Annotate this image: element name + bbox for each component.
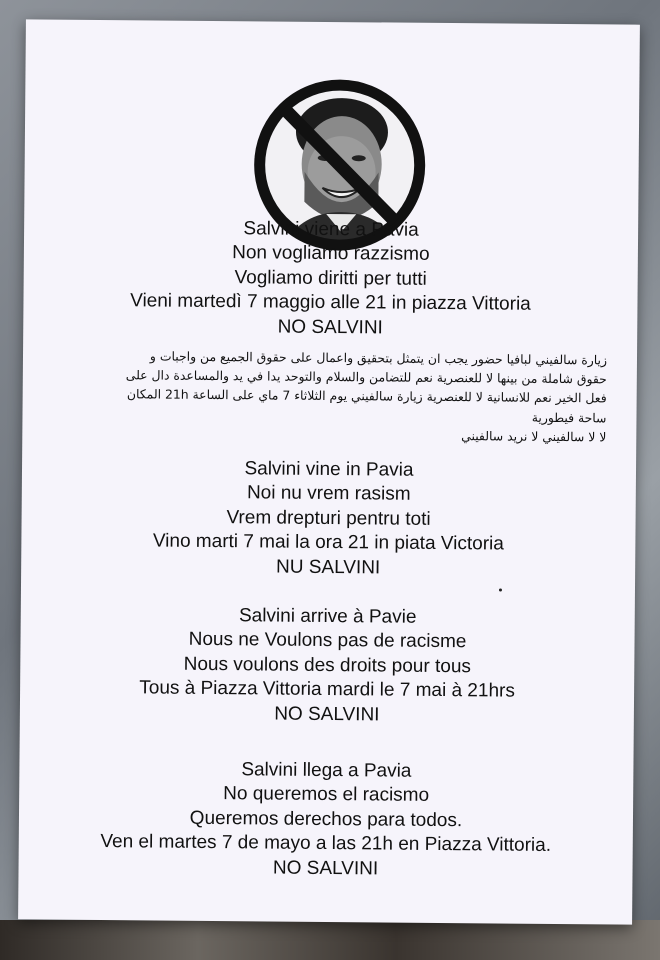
spanish-line-1: Salvini llega a Pavia xyxy=(241,759,412,782)
arabic-line-2: حقوق شاملة من بينها لا للعنصرية نعم للتضامن والسلام والتوحد يدا في يد والمساعدة دال على xyxy=(125,367,607,387)
romanian-line-3: Vrem drepturi pentru toti xyxy=(226,506,431,530)
italian-line-4: Vieni martedì 7 maggio alle 21 in piazza Vittoria xyxy=(130,290,531,315)
italian-line-2: Non vogliamo razzismo xyxy=(232,242,430,266)
romanian-line-1: Salvini vine in Pavia xyxy=(244,458,414,481)
arabic-line-1: زيارة سالفيني لبافيا حضور يجب ان يتمثل بتحقيق واعمال على حقوق الجميع من واجبات و xyxy=(149,348,608,368)
romanian-text xyxy=(21,455,636,582)
french-line-2: Nous ne Voulons pas de racisme xyxy=(188,629,467,653)
french-line-4: Tous à Piazza Vittoria mardi le 7 mai à 21hrs xyxy=(139,677,515,702)
spanish-line-2: No queremos el racismo xyxy=(223,783,430,807)
italian-line-1: Salvini viene a Pavia xyxy=(243,218,419,241)
french-line-5: NO SALVINI xyxy=(274,703,380,726)
table-surface xyxy=(0,920,660,960)
french-line-3: Nous voulons des droits pour tous xyxy=(183,653,472,678)
spanish-text xyxy=(18,756,633,883)
french-text xyxy=(20,602,635,729)
italian-line-3: Vogliamo diritti per tutti xyxy=(234,266,427,290)
spanish-line-5: NO SALVINI xyxy=(272,857,379,880)
arabic-line-5: لا لا سالفيني لا نريد سالفيني xyxy=(461,427,607,445)
italian-text xyxy=(23,215,638,342)
italian-line-5: NO SALVINI xyxy=(277,316,383,339)
arabic-line-4: ساحة فيطورية xyxy=(531,409,607,426)
arabic-text xyxy=(66,346,607,447)
arabic-line-3: فعل الخير نعم للانسانية لا للعنصرية زيارة سالفيني يوم الثلاثاء 7 ماي على الساعة 21h المكان xyxy=(126,386,607,406)
romanian-line-5: NU SALVINI xyxy=(275,556,381,579)
spanish-line-4: Ven el martes 7 de mayo a las 21h en Piazza Vittoria. xyxy=(100,831,552,857)
french-line-1: Salvini arrive à Pavie xyxy=(238,605,417,628)
flyer-sheet xyxy=(18,19,640,924)
romanian-line-4: Vino marti 7 mai la ora 21 in piata Victoria xyxy=(152,530,504,555)
romanian-line-2: Noi nu vrem rasism xyxy=(246,482,411,506)
ink-dot xyxy=(499,588,502,591)
spanish-line-3: Queremos derechos para todos. xyxy=(189,807,463,831)
